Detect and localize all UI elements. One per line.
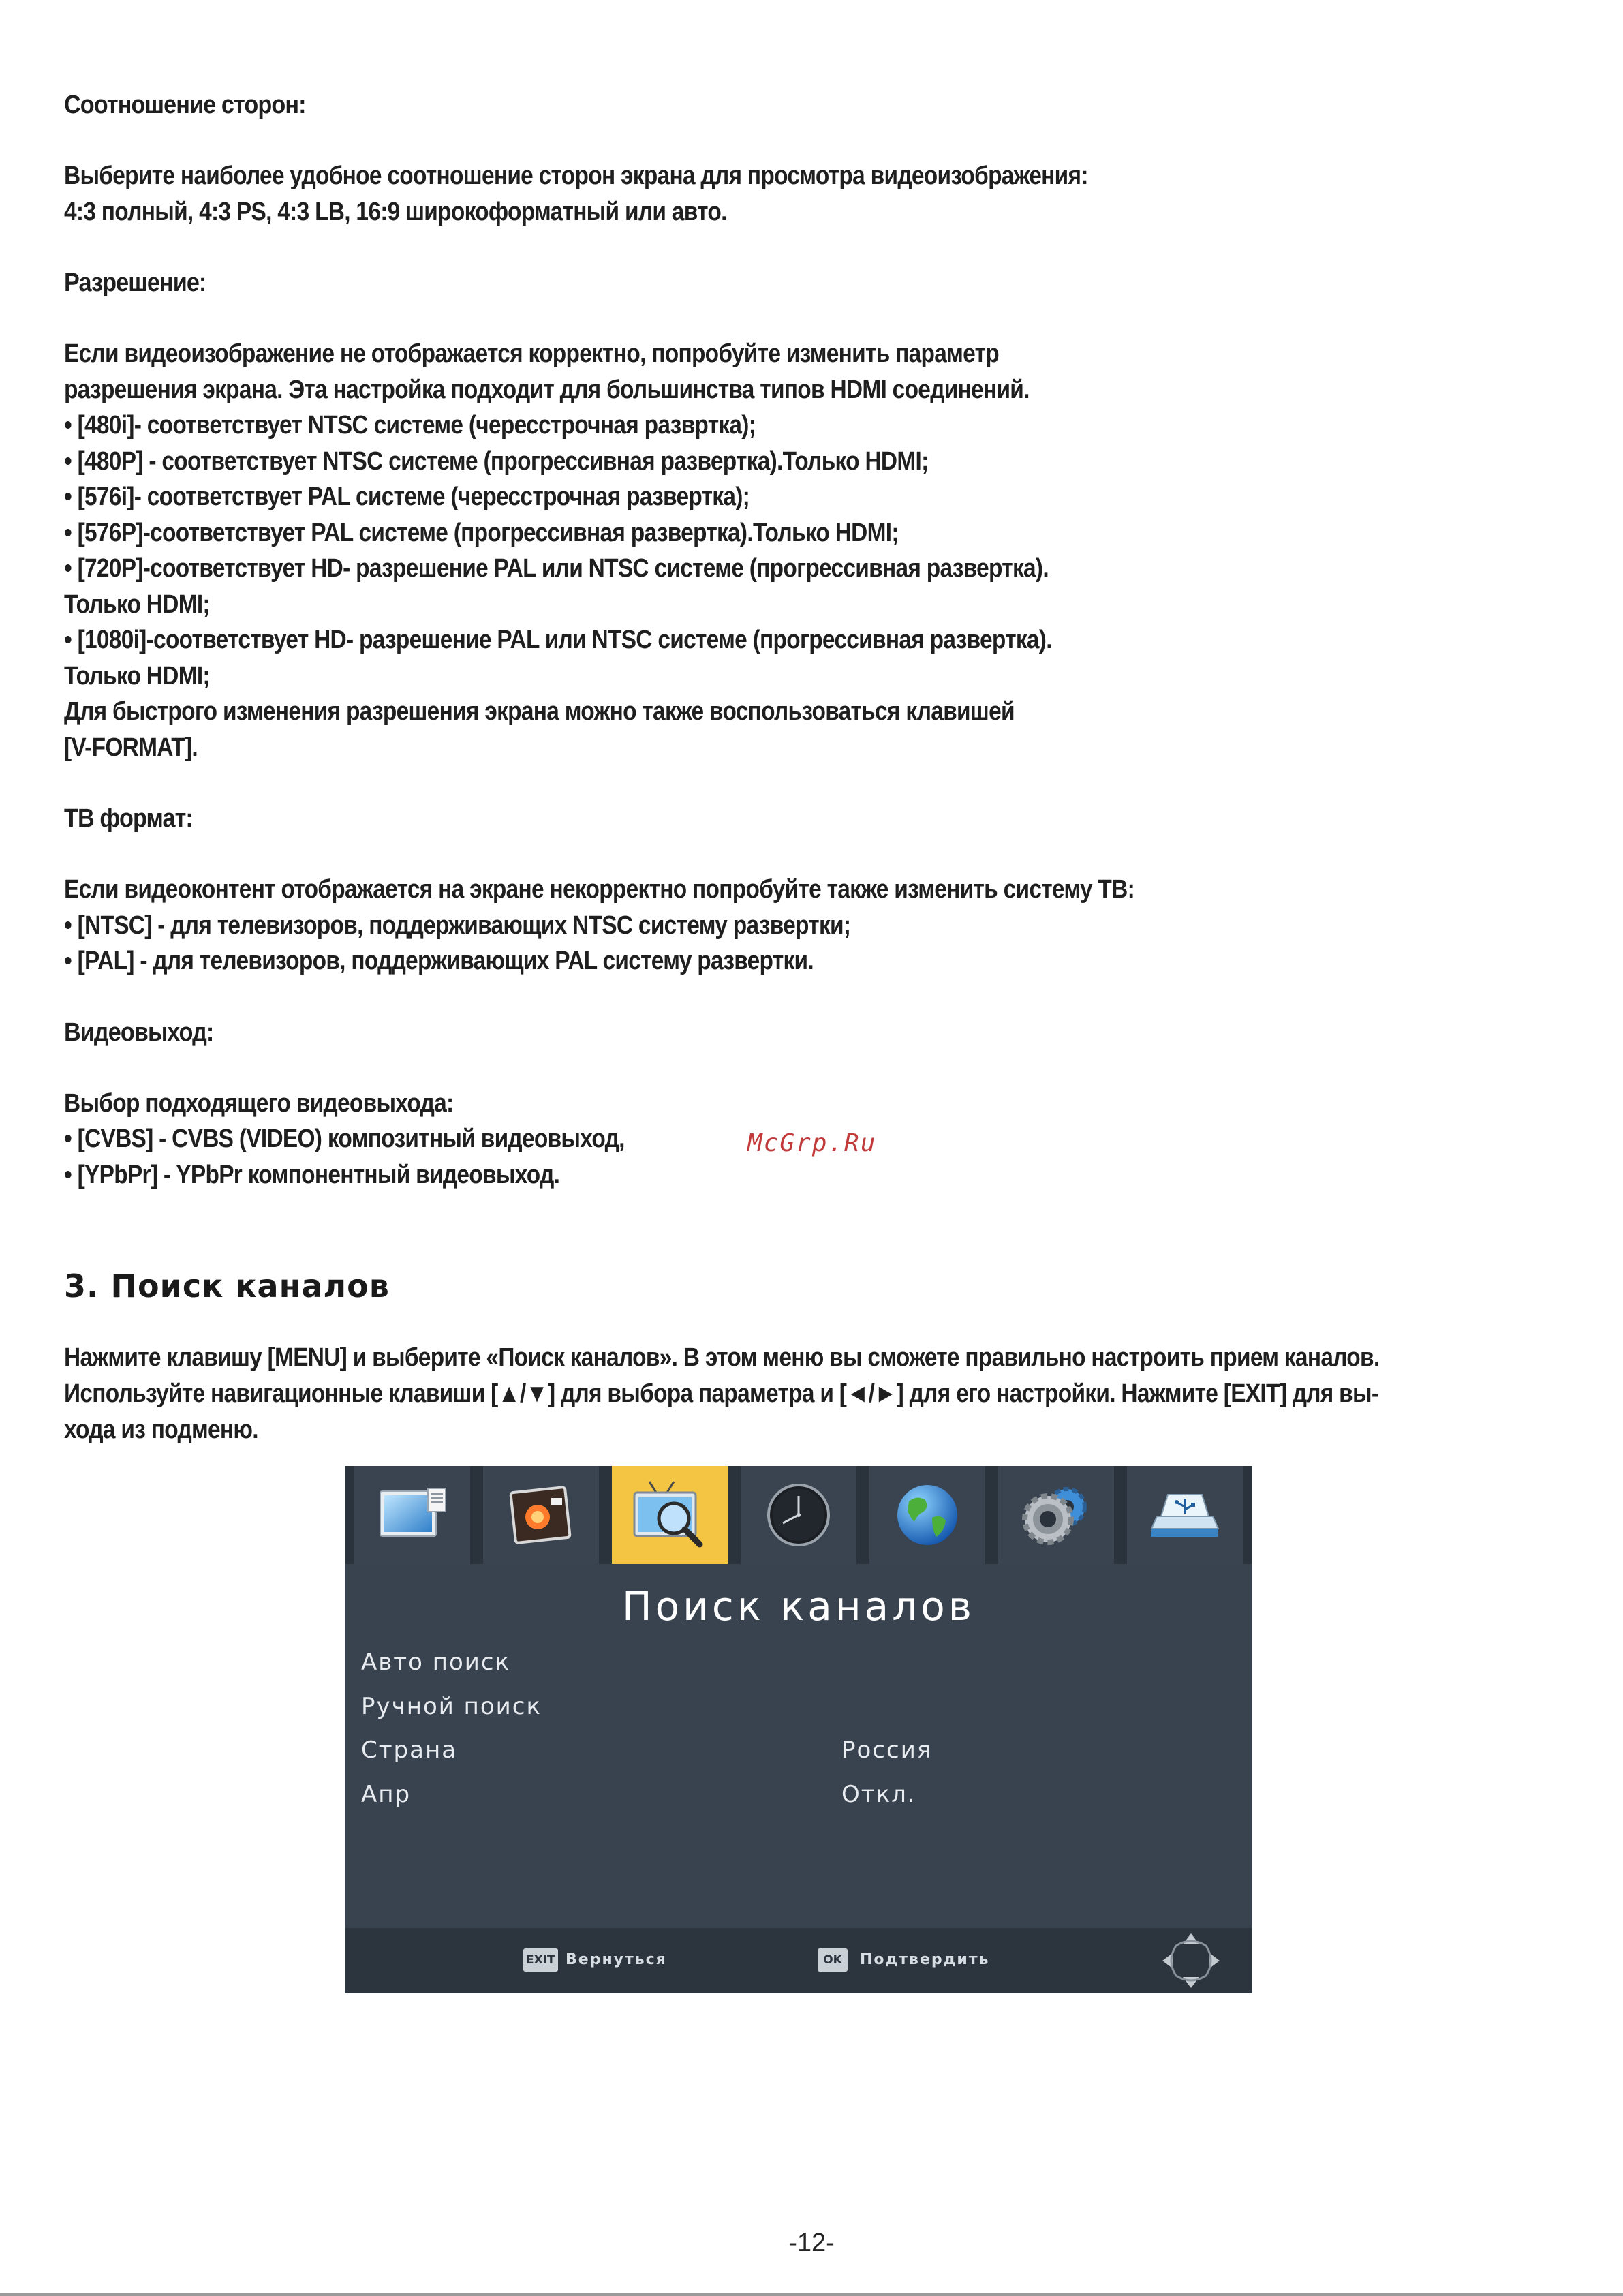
tab-time[interactable] [741,1466,856,1564]
menu-item-country[interactable] [361,1736,1240,1777]
section-title-video-output: Видеовыход: [64,1017,214,1047]
text-line: разрешения экрана. Эта настройка подходит для большинства типов HDMI соединений. [64,375,1030,404]
usb-icon [1147,1481,1222,1549]
section-body-video-output [64,1086,1395,1193]
section-body-tv-format [64,872,1395,979]
menu-icon-bar [345,1466,1252,1564]
section-body-resolution [64,336,1395,765]
channel-search-icon [629,1478,711,1552]
exit-hint-label: Вернуться [566,1951,667,1968]
text-line: Если видеоконтент отображается на экране некорректно попробуйте также изменить систему ТВ: [64,875,1135,904]
section-title-resolution: Разрешение: [64,269,206,297]
settings-text-column [64,87,1577,1193]
tab-media[interactable] [483,1466,599,1564]
menu-item-label: Апр [361,1781,412,1808]
picture-icon [375,1484,450,1546]
text-line: Выбор подходящего видеовыхода: [64,1088,454,1118]
menu-item-auto-search[interactable] [361,1649,1240,1689]
text-line: 4:3 полный, 4:3 PS, 4:3 LB, 16:9 широкоформатный или авто. [64,197,727,226]
text-line: Нажмите клавишу [MENU] и выберите «Поиск каналов». В этом меню вы сможете правильно настроить прием каналов. [64,1343,1380,1372]
chapter-intro [64,1340,1443,1448]
exit-key-badge: EXIT [523,1948,558,1972]
tab-language[interactable] [869,1466,985,1564]
receiver-menu-screenshot [345,1466,1252,1993]
bottom-divider [0,2293,1623,2296]
menu-item-label: Страна [361,1736,458,1764]
section-title-tv-format: ТВ формат: [64,804,193,833]
text-line: Используйте навигационные клавиши [▲/▼] для выбора параметра и [◄/►] для его настройки. Нажмите [EXIT] для вы- [64,1379,1379,1408]
text-line: • [720P]-соответствует HD- разрешение PAL или NTSC системе (прогрессивная развертка). [64,554,1049,583]
chapter-title: 3. Поиск каналов [64,1268,390,1304]
text-line: Только HDMI; [64,661,210,690]
text-line: • [YPbPr] - YPbPr компонентный видеовыход. [64,1160,560,1189]
text-line: • [1080i]-соответствует HD- разрешение PAL или NTSC системе (прогрессивная развертка). [64,626,1052,654]
text-line: • [CVBS] - CVBS (VIDEO) композитный видеовыход, [64,1124,625,1153]
settings-gears-icon [1015,1481,1097,1549]
menu-item-apr[interactable] [361,1781,1240,1822]
section-body-aspect-ratio [64,158,1395,230]
media-icon [504,1484,578,1546]
page-number: -12- [788,2229,835,2257]
text-line: хода из подменю. [64,1415,258,1444]
clock-icon [761,1481,836,1549]
text-line: • [PAL] - для телевизоров, поддерживающих PAL систему развертки. [64,947,814,975]
menu-footer [345,1928,1252,1993]
text-line: Выберите наиболее удобное соотношение сторон экрана для просмотра видеоизображения: [64,162,1088,190]
watermark: McGrp.Ru [747,1129,877,1157]
section-title-aspect-ratio: Соотношение сторон: [64,91,306,119]
menu-item-value[interactable]: Откл. [841,1781,916,1808]
tab-picture[interactable] [354,1466,470,1564]
globe-icon [890,1481,965,1549]
menu-item-value[interactable]: Россия [841,1736,933,1764]
text-line: Только HDMI; [64,590,210,619]
text-line: • [NTSC] - для телевизоров, поддерживающих NTSC систему развертки; [64,910,851,940]
menu-item-manual-search[interactable] [361,1693,1240,1734]
ok-hint-label: Подтвердить [860,1951,990,1968]
tab-usb[interactable] [1127,1466,1243,1564]
text-line: [V-FORMAT]. [64,733,198,762]
text-line: Если видеоизображение не отображается корректно, попробуйте изменить параметр [64,339,1000,368]
tab-channel-search[interactable] [612,1466,728,1564]
text-line: • [480i]- соответствует NTSC системе (чересстрочная развртка); [64,411,756,440]
text-line: Для быстрого изменения разрешения экрана можно также воспользоваться клавишей [64,697,1015,726]
tab-system[interactable] [998,1466,1114,1564]
text-line: • [576i]- соответствует PAL системе (чересстрочная развертка); [64,483,750,511]
ok-key-badge: OK [818,1948,848,1972]
menu-item-label: Авто поиск [361,1649,511,1676]
menu-item-label: Ручной поиск [361,1693,542,1720]
text-line: • [576P]-соответствует PAL системе (прогрессивная развертка).Только HDMI; [64,518,899,547]
navigation-arrows-icon [1160,1931,1222,1991]
text-line: • [480P] - соответствует NTSC системе (прогрессивная развертка).Только HDMI; [64,446,929,476]
menu-title: Поиск каналов [622,1583,975,1629]
